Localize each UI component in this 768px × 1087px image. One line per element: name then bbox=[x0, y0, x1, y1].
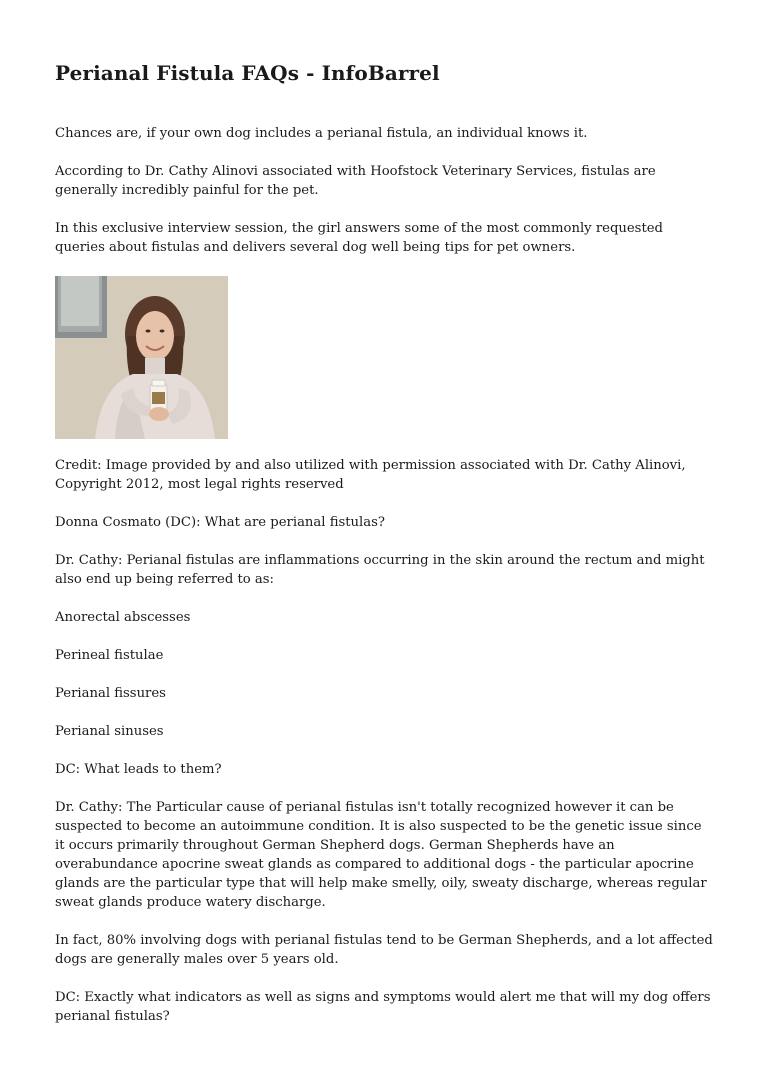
body-paragraph-question-signs: DC: Exactly what indicators as well as signs and symptoms would alert me that will my dog offers perianal fistulas? bbox=[55, 990, 711, 1024]
list-item-perianal-sinuses: Perianal sinuses bbox=[55, 724, 164, 739]
intro-paragraph-3: In this exclusive interview session, the girl answers some of the most commonly requested queries about fistulas and delivers several dog well being tips for pet owners. bbox=[55, 221, 663, 255]
portrait-photo bbox=[55, 276, 228, 439]
list-item-perineal-fistulae: Perineal fistulae bbox=[55, 648, 164, 663]
body-paragraph-question-causes: DC: What leads to them? bbox=[55, 762, 222, 777]
list-item-anorectal-abscesses: Anorectal abscesses bbox=[55, 610, 191, 625]
intro-paragraph-1: Chances are, if your own dog includes a perianal fistula, an individual knows it. bbox=[55, 126, 588, 141]
list-item-perianal-fissures: Perianal fissures bbox=[55, 686, 166, 701]
document-page bbox=[55, 58, 713, 1045]
body-paragraph-statistics: In fact, 80% involving dogs with perianal fistulas tend to be German Shepherds, and a lot affected dogs are generally males over 5 years old. bbox=[55, 933, 713, 967]
intro-paragraph-2: According to Dr. Cathy Alinovi associated with Hoofstock Veterinary Services, fistulas are generally incredibly painful for the pet. bbox=[55, 164, 656, 198]
page-title: Perianal Fistula FAQs - InfoBarrel bbox=[55, 61, 440, 85]
body-paragraph-answer-causes: Dr. Cathy: The Particular cause of perianal fistulas isn't totally recognized however it can be suspected to become an autoimmune condition. It is also suspected to be the genetic issue since it occurs primarily throughout German Shepherd dogs. German Shepherds have an overabundance apocrine sweat glands as compared to additional dogs - the particular apocrine glands are the particular type that will help make smelly, oily, sweaty discharge, whereas regular sweat glands produce watery discharge. bbox=[55, 800, 707, 910]
body-paragraph-2: Dr. Cathy: Perianal fistulas are inflammations occurring in the skin around the rectum and might also end up being referred to as: bbox=[55, 553, 705, 587]
body-paragraph-1: Donna Cosmato (DC): What are perianal fistulas? bbox=[55, 515, 385, 530]
photo-credit: Credit: Image provided by and also utilized with permission associated with Dr. Cathy Alinovi, Copyright 2012, most legal rights reserved bbox=[55, 458, 686, 492]
